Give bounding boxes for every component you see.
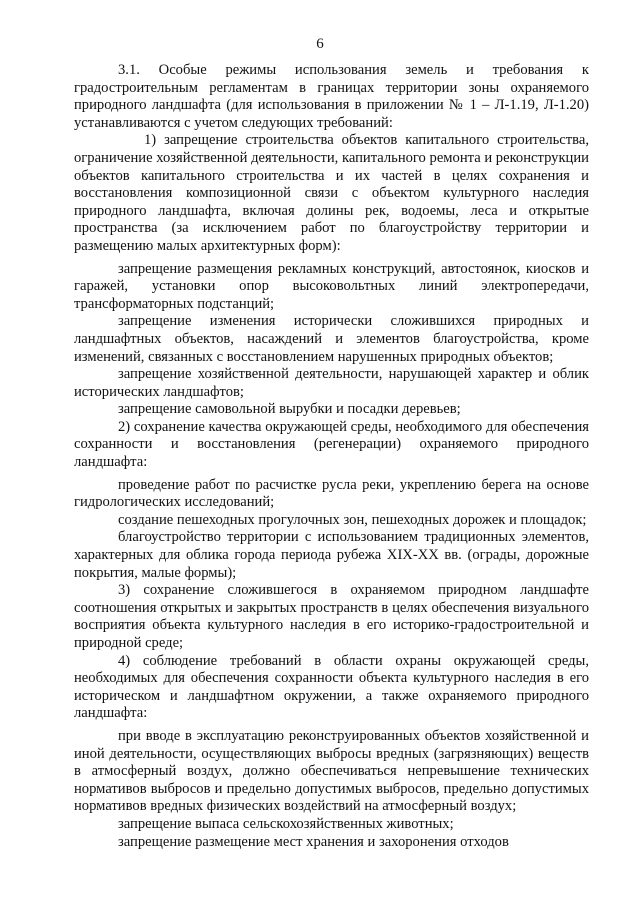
item-2-sub-pedestrian-zones: создание пешеходных прогулочных зон, пешеходных дорожек и площадок; (118, 511, 587, 528)
item-1-sub-advertising: запрещение размещения рекламных конструкций, автостоянок, киосков и гаражей, установки опор высоковольтных линий электропередачи, трансформаторных подстанций; (74, 260, 589, 312)
item-3-paragraph: 3) сохранение сложившегося в охраняемом природном ландшафте соотношения открытых и закрытых пространств в целях обеспечения визуального восприятия объекта культурного наследия в его историко-градостроительной и природной среде; (74, 582, 589, 651)
item-4-sub-emissions: при вводе в эксплуатацию реконструированных объектов хозяйственной и иной деятельности, осуществляющих выбросы вредных (загрязняющих) веществ в атмосферный воздух, должно обеспечиваться непревышение технических нормативов выбросов и предельно допустимых выбросов, предельно допустимых нормативов вредных физических воздействий на атмосферный воздух; (74, 727, 589, 815)
page-number: 6 (316, 36, 324, 52)
item-2-sub-landscaping: благоустройство территории с использованием традиционных элементов, характерных для облика города периода рубежа XIX-XX вв. (ограды, дорожные покрытия, малые формы); (74, 529, 589, 581)
document-body (74, 62, 589, 851)
item-1-sub-landscape-objects: запрещение изменения исторически сложившихся природных и ландшафтных объектов, насаждений и элементов благоустройства, кроме изменений, связанных с восстановлением нарушенных природных объектов; (74, 313, 589, 365)
item-4-paragraph: 4) соблюдение требований в области охраны окружающей среды, необходимых для обеспечения сохранности объекта культурного наследия в его историческом и ландшафтном окружении, а также охраняемого природного ландшафта: (74, 652, 589, 722)
item-4-sub-waste-disposal: запрещение размещение мест хранения и захоронения отходов (118, 833, 509, 850)
item-4-sub-grazing: запрещение выпаса сельскохозяйственных животных; (118, 815, 454, 832)
item-2-paragraph: 2) сохранение качества окружающей среды, необходимого для обеспечения сохранности и восстановления (регенерации) охраняемого природного ландшафта: (74, 418, 589, 471)
item-1-paragraph: 1) запрещение строительства объектов капитального строительства, ограничение хозяйственной деятельности, капитального ремонта и реконструкции объектов капитального строительства и их частей в целях сохранения и восстановления композиционной связи с объектом культурного наследия природного ландшафта, включая долины рек, водоемы, леса и открытые пространства (за исключением работ по благоустройству территории и размещению малых архитектурных форм): (74, 132, 589, 254)
item-2-sub-river-works: проведение работ по расчистке русла реки, укреплению берега на основе гидрологических исследований; (74, 476, 589, 511)
section-3-1-paragraph: 3.1. Особые режимы использования земель и требования к градостроительным регламентам в границах территории зоны охраняемого природного ландшафта (для использования в приложении № 1 – Л-1.19, Л-1.20) устанавливаются с учетом следующих требований: (74, 62, 589, 131)
item-1-sub-economic-activity: запрещение хозяйственной деятельности, нарушающей характер и облик исторических ландшафтов; (74, 366, 589, 400)
item-1-sub-tree-felling: запрещение самовольной вырубки и посадки деревьев; (118, 401, 461, 418)
